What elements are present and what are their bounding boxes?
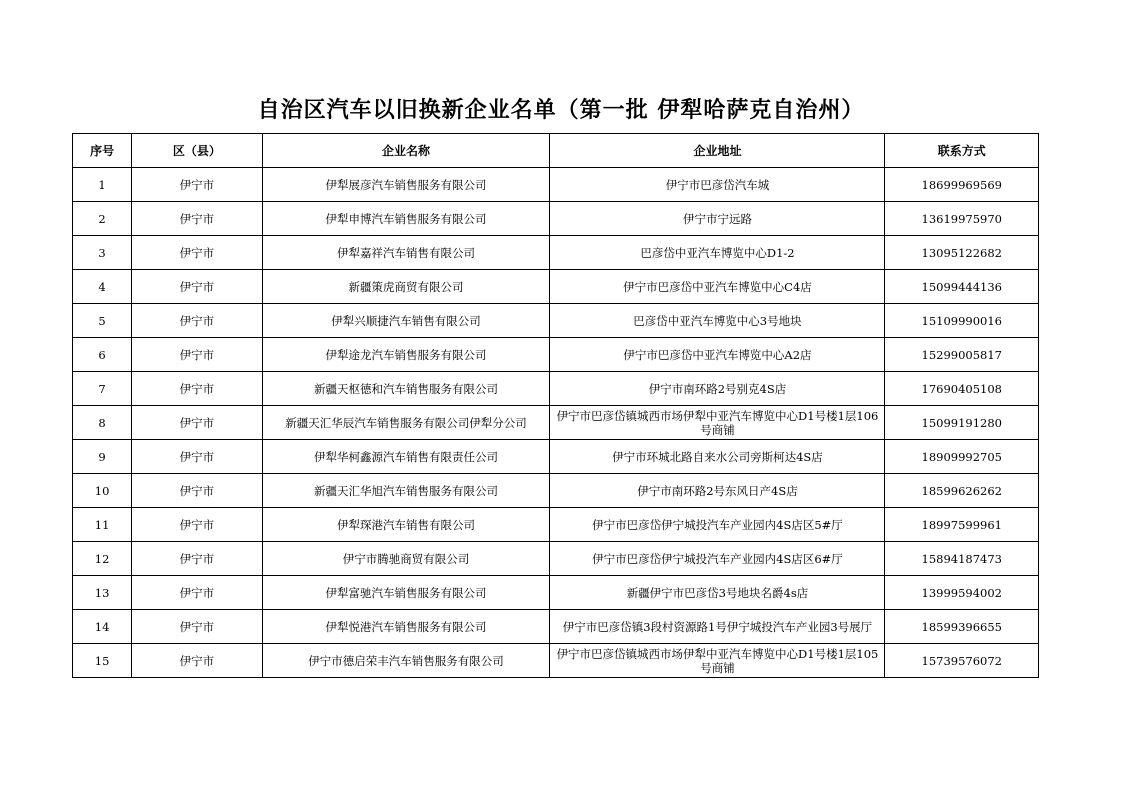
cell-company-name: 伊犁富驰汽车销售服务有限公司 [262,576,550,610]
cell-region: 伊宁市 [132,610,262,644]
cell-region: 伊宁市 [132,372,262,406]
cell-contact: 13095122682 [885,236,1039,270]
cell-contact: 15894187473 [885,542,1039,576]
cell-company-name: 伊犁途龙汽车销售服务有限公司 [262,338,550,372]
cell-seq: 5 [73,304,132,338]
cell-seq: 3 [73,236,132,270]
cell-company-name: 新疆策虎商贸有限公司 [262,270,550,304]
page-title: 自治区汽车以旧换新企业名单（第一批 伊犁哈萨克自治州） [257,98,865,123]
cell-company-address: 伊宁市巴彦岱伊宁城投汽车产业园内4S店区6#厅 [550,542,885,576]
cell-region: 伊宁市 [132,474,262,508]
table-row [73,168,1039,202]
table-row [73,542,1039,576]
cell-company-address: 伊宁市巴彦岱镇城西市场伊犁中亚汽车博览中心D1号楼1层105号商铺 [550,644,885,678]
cell-company-address: 伊宁市宁远路 [550,202,885,236]
cell-company-address: 伊宁市南环路2号东风日产4S店 [550,474,885,508]
cell-contact: 15109990016 [885,304,1039,338]
cell-contact: 15739576072 [885,644,1039,678]
header-region: 区（县） [132,134,262,168]
cell-company-address: 伊宁市巴彦岱伊宁城投汽车产业园内4S店区5#厅 [550,508,885,542]
table-row [73,236,1039,270]
cell-seq: 1 [73,168,132,202]
table-header [73,134,1039,168]
table-row [73,644,1039,678]
table-row [73,338,1039,372]
cell-region: 伊宁市 [132,236,262,270]
cell-region: 伊宁市 [132,338,262,372]
cell-seq: 7 [73,372,132,406]
cell-company-address: 伊宁市巴彦岱中亚汽车博览中心A2店 [550,338,885,372]
cell-company-address: 伊宁市环城北路自来水公司旁斯柯达4S店 [550,440,885,474]
table-body [73,168,1039,678]
cell-company-name: 新疆天汇华旭汽车销售服务有限公司 [262,474,550,508]
cell-company-name: 伊犁琛港汽车销售有限公司 [262,508,550,542]
cell-company-name: 伊犁展彦汽车销售服务有限公司 [262,168,550,202]
table-row [73,474,1039,508]
header-company-address: 企业地址 [550,134,885,168]
cell-company-address: 巴彦岱中亚汽车博览中心D1-2 [550,236,885,270]
cell-company-address: 伊宁市巴彦岱镇城西市场伊犁中亚汽车博览中心D1号楼1层106号商铺 [550,406,885,440]
cell-seq: 11 [73,508,132,542]
cell-region: 伊宁市 [132,644,262,678]
table-row [73,202,1039,236]
header-row [73,134,1039,168]
cell-company-name: 伊犁兴顺捷汽车销售有限公司 [262,304,550,338]
cell-contact: 18699969569 [885,168,1039,202]
table-row [73,610,1039,644]
header-contact: 联系方式 [885,134,1039,168]
cell-seq: 12 [73,542,132,576]
cell-region: 伊宁市 [132,202,262,236]
cell-seq: 4 [73,270,132,304]
cell-seq: 10 [73,474,132,508]
cell-company-name: 伊宁市德启荣丰汽车销售服务有限公司 [262,644,550,678]
header-company-name: 企业名称 [262,134,550,168]
cell-region: 伊宁市 [132,576,262,610]
cell-company-address: 伊宁市南环路2号别克4S店 [550,372,885,406]
cell-seq: 13 [73,576,132,610]
cell-contact: 18909992705 [885,440,1039,474]
cell-seq: 15 [73,644,132,678]
cell-contact: 15099191280 [885,406,1039,440]
cell-contact: 18997599961 [885,508,1039,542]
cell-seq: 9 [73,440,132,474]
cell-company-address: 伊宁市巴彦岱镇3段村资源路1号伊宁城投汽车产业园3号展厅 [550,610,885,644]
cell-company-address: 新疆伊宁市巴彦岱3号地块名爵4s店 [550,576,885,610]
table-row [73,270,1039,304]
cell-region: 伊宁市 [132,270,262,304]
cell-company-name: 新疆天枢德和汽车销售服务有限公司 [262,372,550,406]
cell-company-name: 伊犁嘉祥汽车销售有限公司 [262,236,550,270]
table-row [73,508,1039,542]
cell-region: 伊宁市 [132,406,262,440]
cell-company-name: 伊犁悦港汽车销售服务有限公司 [262,610,550,644]
table-row [73,576,1039,610]
cell-contact: 18599396655 [885,610,1039,644]
cell-region: 伊宁市 [132,508,262,542]
table-row [73,440,1039,474]
table-row [73,406,1039,440]
cell-region: 伊宁市 [132,440,262,474]
cell-contact: 18599626262 [885,474,1039,508]
table-row [73,372,1039,406]
cell-company-name: 新疆天汇华辰汽车销售服务有限公司伊犁分公司 [262,406,550,440]
cell-contact: 13999594002 [885,576,1039,610]
enterprise-table [72,133,1039,678]
cell-contact: 15099444136 [885,270,1039,304]
cell-seq: 8 [73,406,132,440]
cell-company-name: 伊宁市腾驰商贸有限公司 [262,542,550,576]
table-row [73,304,1039,338]
header-seq: 序号 [73,134,132,168]
cell-seq: 2 [73,202,132,236]
cell-seq: 14 [73,610,132,644]
cell-company-address: 伊宁市巴彦岱中亚汽车博览中心C4店 [550,270,885,304]
cell-contact: 13619975970 [885,202,1039,236]
cell-contact: 17690405108 [885,372,1039,406]
cell-region: 伊宁市 [132,304,262,338]
cell-company-address: 伊宁市巴彦岱汽车城 [550,168,885,202]
cell-company-name: 伊犁申博汽车销售服务有限公司 [262,202,550,236]
cell-region: 伊宁市 [132,542,262,576]
cell-company-address: 巴彦岱中亚汽车博览中心3号地块 [550,304,885,338]
cell-seq: 6 [73,338,132,372]
cell-company-name: 伊犁华柯鑫源汽车销售有限责任公司 [262,440,550,474]
cell-contact: 15299005817 [885,338,1039,372]
cell-region: 伊宁市 [132,168,262,202]
